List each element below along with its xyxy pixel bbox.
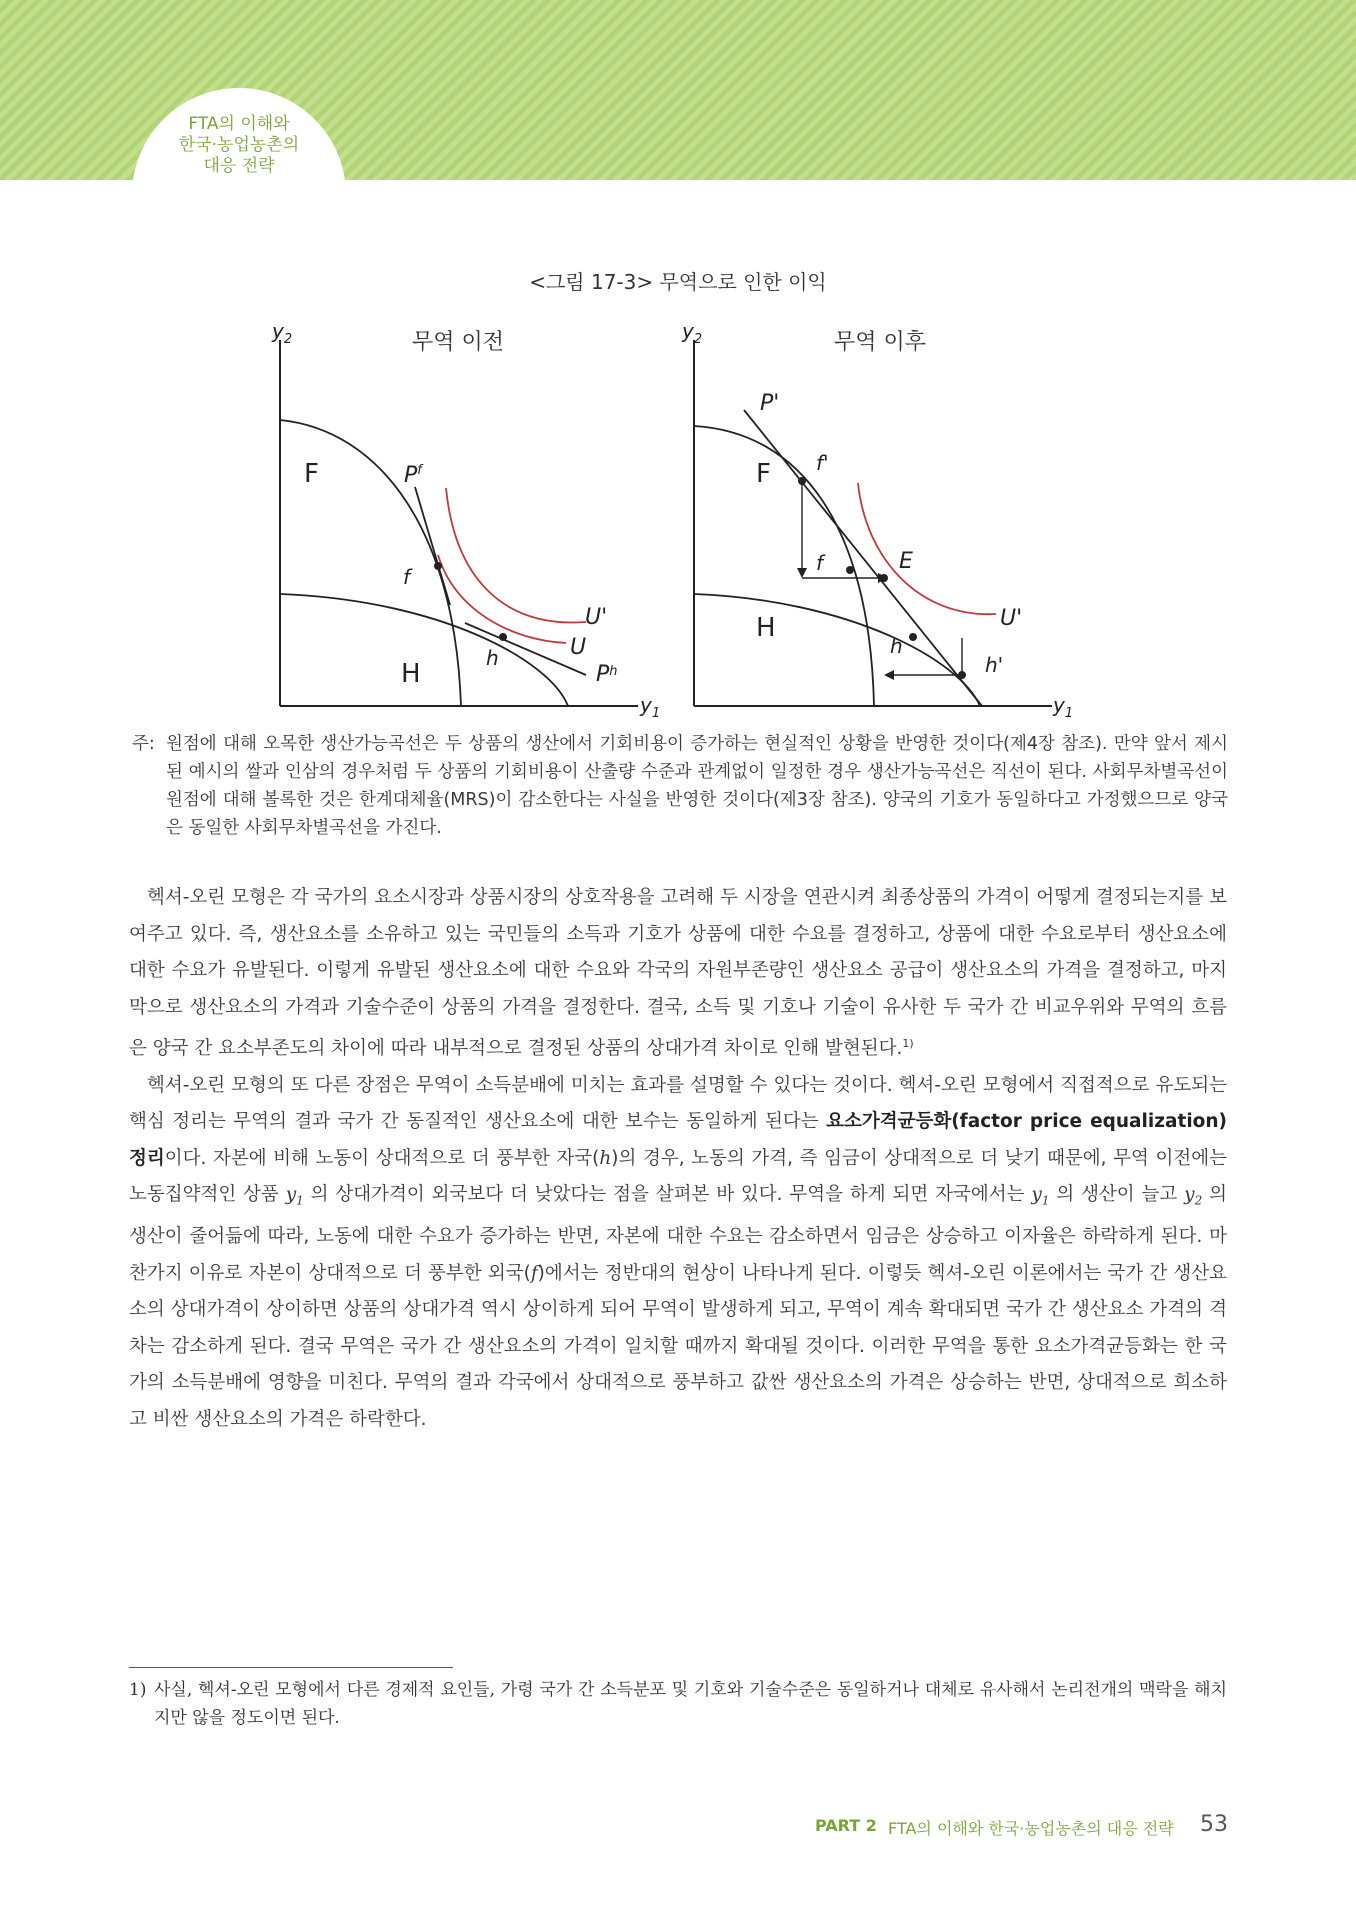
paragraph-2-text-f: 의 생산이 줄어듦에 따라, 노동에 대한 수요가 증가하는 반면, 자본에 대한 수요는 감소하면서 임금은 상승하고 이자율은 하락하게 된다. 마찬가지 이유로 자본이 상대적으로 더 풍부한 외국( — [129, 1184, 1228, 1284]
left-label-Pf: $P^f$ — [404, 463, 422, 488]
left-label-U-prime: U' — [585, 605, 608, 630]
left-point-h — [499, 633, 507, 641]
right-label-f-prime: f' — [816, 451, 829, 475]
paragraph-2-text-g: )에서는 정반대의 현상이 나타나게 된다. 이렇듯 헥셔-오린 이론에서는 국가 간 생산요소의 상대가격이 상이하면 상품의 상대가격 역시 상이하게 되어 무역이 발생하게 되고, 무역이 계속 확대되면 국가 간 생산요소 가격의 격차는 감소하게 된다. 결국 무역은 국가 간 생산요소의 가격이 일치할 때까지 확대될 것이다. 이러한 무역을 통한 요소가격균등화는 한 국가의 소득분배에 영향을 미친다. 무역의 결과 각국에서 상대적으로 풍부하고 값싼 생산요소의 가격은 상승하는 반면, 상대적으로 희소하고 비싼 생산요소의 가격은 하락한다. — [129, 1262, 1227, 1430]
math-y2: $y_2$ — [1184, 1184, 1203, 1208]
right-point-h — [909, 633, 917, 641]
right-label-P-prime: P' — [760, 391, 780, 416]
figure-diagram — [0, 0, 1356, 720]
footnote-number: 1) — [129, 1680, 147, 1700]
footnote-text: 사실, 헥셔-오린 모형에서 다른 경제적 요인들, 가령 국가 간 소득분포 및 기호와 기술수준은 동일하거나 대체로 유사해서 논리전개의 맥락을 해치지만 않을 정도이면 된다. — [154, 1680, 1227, 1728]
left-point-f — [434, 562, 442, 570]
right-point-f — [846, 566, 854, 574]
chapter-label-line-1: FTA의 이해와 — [188, 114, 290, 134]
paragraph-2-text-a: 헥셔-오린 모형의 또 다른 장점은 무역이 소득분배에 미치는 효과를 설명할 수 있다는 것이다. 헥셔-오린 모형에서 직접적으로 유도되는 핵심 정리는 무역의 결과 국가 간 동질적인 생산요소에 대한 보수는 동일하게 된다는 — [129, 1074, 1227, 1133]
left-label-h: h — [486, 646, 499, 670]
right-label-h-prime: h' — [985, 653, 1004, 677]
paragraph-1 — [129, 880, 1227, 1068]
right-world-price-line — [744, 410, 982, 706]
right-x-axis-label: $y_1$ — [1053, 693, 1074, 720]
right-label-H: H — [756, 613, 776, 643]
left-indifference-u — [438, 555, 566, 643]
right-arrowhead-down — [797, 568, 807, 578]
left-label-Ph: $P^h$ — [596, 662, 618, 687]
paragraph-2-text-d: 의 상대가격이 외국보다 더 낮았다는 점을 살펴본 바 있다. 무역을 하게 되면 자국에서는 — [303, 1184, 1032, 1206]
paragraph-2-text-e: 의 생산이 늘고 — [1049, 1184, 1185, 1206]
right-arrowhead-left — [884, 670, 894, 680]
paragraph-1-text: 헥셔-오린 모형은 각 국가의 요소시장과 상품시장의 상호작용을 고려해 두 시장을 연관시켜 최종상품의 가격이 어떻게 결정되는지를 보여주고 있다. 즉, 생산요소를 소유하고 있는 국민들의 소득과 기호가 상품에 대한 수요를 결정하고, 상품에 대한 수요로부터 생산요소에 대한 수요가 유발된다. 이렇게 유발된 생산요소에 대한 수요와 각국의 자원부존량인 생산요소 공급이 생산요소의 가격을 결정하고, 마지막으로 생산요소의 가격과 기술수준이 상품의 가격을 결정한다. 결국, 소득 및 기호나 기술이 유사한 두 국가 간 비교우위와 무역의 흐름은 양국 간 요소부존도의 차이에 따라 내부적으로 결정된 상품의 상대가격 차이로 인해 발현된다. — [129, 887, 1227, 1060]
left-label-U: U — [570, 635, 587, 660]
math-y1-a: $y_1$ — [285, 1184, 304, 1208]
left-x-axis-label: $y_1$ — [640, 693, 661, 720]
right-label-h: h — [890, 634, 903, 658]
figure-note — [132, 730, 1228, 842]
page-footer — [0, 1812, 1356, 1842]
left-label-f: f — [403, 565, 411, 589]
right-point-h-prime — [958, 671, 966, 679]
math-y1-b: $y_1$ — [1031, 1184, 1050, 1208]
right-y-axis-label: $y_2$ — [682, 319, 703, 347]
left-price-line-home — [465, 623, 586, 675]
right-point-f-prime — [798, 477, 806, 485]
left-panel — [271, 319, 660, 720]
page-number: 53 — [1200, 1812, 1228, 1837]
left-label-H: H — [401, 659, 421, 689]
left-price-line-foreign — [415, 487, 450, 605]
right-panel — [681, 319, 1073, 720]
paragraph-2-text-b: 이다. 자본에 비해 노동이 상대적으로 더 풍부한 자국( — [164, 1147, 600, 1169]
right-ppf-foreign — [694, 426, 874, 706]
right-panel-heading: 무역 이후 — [833, 330, 927, 355]
chapter-label-line-3: 대응 전략 — [203, 156, 275, 176]
footnote-ref-1[interactable]: 1) — [902, 1037, 914, 1050]
left-label-F: F — [304, 459, 319, 489]
right-point-E — [880, 574, 888, 582]
paragraph-2 — [129, 1068, 1227, 1439]
footnote-divider — [129, 1667, 453, 1668]
figure-title: <그림 17-3> 무역으로 인한 이익 — [529, 270, 827, 294]
footer-title: FTA의 이해와 한국·농업농촌의 대응 전략 — [888, 1819, 1174, 1838]
left-ppf-home — [280, 594, 568, 706]
note-prefix: 주: — [132, 734, 155, 754]
paragraph-2-text-c: )의 경우, 노동의 가격, 즉 임금이 상대적으로 더 낮기 때문에, 무역 이전에는 노동집약적인 상품 — [129, 1147, 1227, 1206]
body-text — [129, 880, 1227, 1438]
key-term: 요소가격균등화(factor price equalization) 정리 — [129, 1111, 1227, 1169]
right-label-f: f — [816, 551, 824, 575]
chapter-label-line-2: 한국·농업농촌의 — [178, 135, 300, 155]
left-y-axis-label: $y_2$ — [272, 319, 293, 347]
right-indifference-u-prime — [858, 483, 996, 614]
math-f: f — [530, 1262, 538, 1284]
right-label-U-prime: U' — [1000, 606, 1023, 631]
note-text: 원점에 대해 오목한 생산가능곡선은 두 상품의 생산에서 기회비용이 증가하는 현실적인 상황을 반영한 것이다(제4장 참조). 만약 앞서 제시된 예시의 쌀과 인삼의 경우처럼 두 상품의 기회비용이 산출량 수준과 관계없이 일정한 경우 생산가능곡선은 직선이 된다. 사회무차별곡선이 원점에 대해 볼록한 것은 한계대체율(MRS)이 감소한다는 사실을 반영한 것이다(제3장 참조). 양국의 기호가 동일하다고 가정했으므로 양국은 동일한 사회무차별곡선을 가진다. — [166, 734, 1228, 838]
right-label-E: E — [899, 549, 913, 574]
left-panel-heading: 무역 이전 — [411, 330, 505, 355]
footnote — [129, 1676, 1227, 1732]
math-h: h — [599, 1147, 612, 1169]
footer-part: PART 2 — [815, 1816, 877, 1835]
right-label-F: F — [756, 459, 771, 489]
